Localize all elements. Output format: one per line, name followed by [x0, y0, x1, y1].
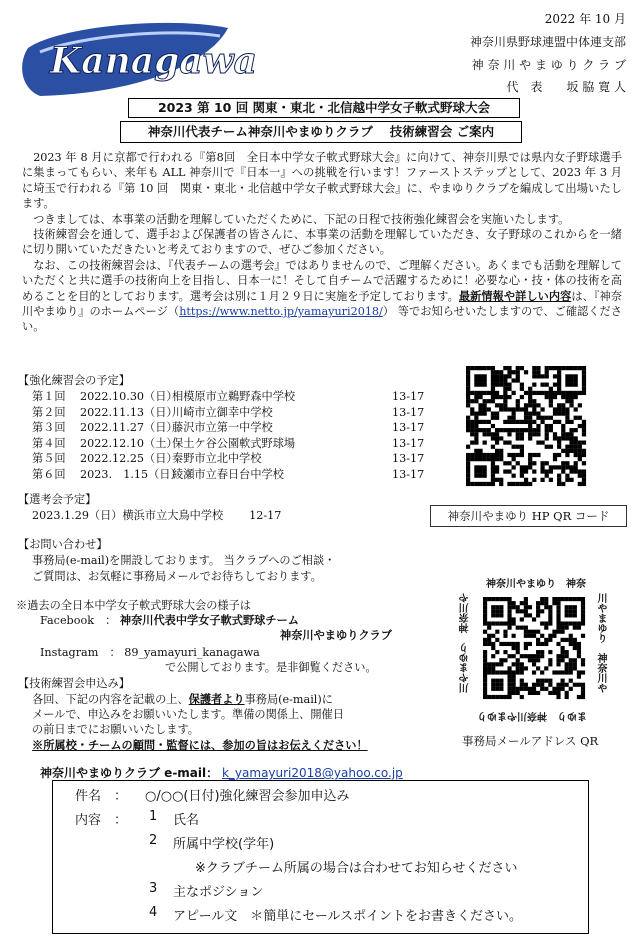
- kanagawa-logo: [20, 8, 257, 108]
- guardian-emphasis: 保護者より: [188, 692, 245, 706]
- apply-line-3: の前日までにお願いいたします。: [32, 723, 199, 736]
- mail-qr-label-bottom: まゆり 神奈川やまゆり: [477, 710, 587, 721]
- apply-heading: 【技術練習会申込み】: [18, 677, 130, 690]
- selection-heading: 【選考会予定】: [18, 493, 97, 506]
- instagram-value: 89_yamayuri_kanagawa: [124, 646, 260, 659]
- form-item-3-number: 3: [149, 881, 158, 896]
- mail-qr-caption: 事務局メールアドレス QR: [462, 734, 599, 748]
- schedule-time: 13-17: [392, 436, 425, 450]
- schedule-time: 13-17: [392, 405, 425, 419]
- mail-qr-label-top: 神奈川やまゆり 神奈: [486, 579, 586, 590]
- schedule-date: 2023. 1.15（日）: [80, 467, 182, 481]
- org-line-1: 神奈川県野球連盟中体連支部: [469, 35, 626, 49]
- apply-warning: ※所属校・チームの顧問・監督には、参加の旨はお伝えください！: [32, 738, 368, 752]
- facebook-row: Facebook ： 神奈川代表中学女子軟式野球チーム: [40, 613, 299, 627]
- schedule-date: 2022.10.30（日）: [80, 390, 178, 403]
- contact-line-1: 事務局(e-mail)を開設しております。 当クラブへのご相談・: [32, 554, 336, 567]
- email-label: 神奈川やまゆりクラブ e-mail：: [40, 766, 219, 780]
- email-row: [40, 764, 403, 781]
- instagram-row: Instagram ： 89_yamayuri_kanagawa: [40, 646, 260, 659]
- apply-line-1: 各回、下記の内容を記載の上、保護者より事務局(e-mail)に: [32, 692, 333, 706]
- form-item-3-text: 主なポジション: [173, 885, 264, 900]
- application-form-template: [52, 780, 589, 934]
- homepage-qr-caption: 神奈川やまゆり HP QR コード: [430, 505, 627, 527]
- schedule-heading: 【強化練習会の予定】: [18, 374, 130, 387]
- form-content-label: 内容 ：: [75, 813, 128, 828]
- paragraph-1: 2023 年 8 月に京都で行われる『第8回 全日本中学女子軟式野球大会』に向けて、神奈川県では県内女子野球選手に集まってもらい、来年も ALL 神奈川で『日本一』への挑戦を行います！ファーストステップとして、2023 年 3 月に埼玉で行われる『第 10 回 関東・東北・北信越中学女子軟式野球大会』に、やまゆりクラブを編成して出場いたします。: [22, 151, 622, 211]
- schedule-place: 秦野市立北中学校: [172, 452, 262, 465]
- paragraph-2: つきましては、本事業の活動を理解していただくために、下記の日程で技術強化練習会を実施いたします。: [33, 212, 570, 226]
- schedule-place: 保土ケ谷公園軟式野球場: [172, 436, 296, 450]
- mail-qr-frame: [458, 575, 608, 725]
- form-item-1-number: 1: [149, 809, 158, 824]
- form-item-2-number: 2: [149, 833, 158, 848]
- org-line-3: 代 表 坂 脇 寛 人: [506, 80, 626, 94]
- mail-qr-code[interactable]: [483, 597, 585, 699]
- form-item-4-text: アピール文 ＊簡単にセールスポイントをお書きください。: [173, 909, 523, 924]
- org-line-2: 神 奈 川 や ま ゆ り ク ラ ブ: [471, 58, 626, 72]
- schedule-time: 13-17: [392, 467, 425, 481]
- form-item-2-note: ※クラブチーム所属の場合は合わせてお知らせください: [195, 861, 518, 876]
- schedule-date: 2022.11.13（日）: [80, 405, 178, 419]
- schedule-time: 13-17: [392, 390, 425, 403]
- logo-text: Kanagawa: [50, 40, 257, 82]
- schedule-row: [32, 419, 424, 435]
- body-text: [22, 150, 622, 335]
- schedule-place: 綾瀬市立春日台中学校: [172, 467, 284, 481]
- facebook-value-2: 神奈川やまゆりクラブ: [280, 628, 392, 642]
- schedule-row: [32, 450, 424, 466]
- schedule-row: [32, 466, 424, 482]
- homepage-qr-code[interactable]: [466, 366, 586, 486]
- schedule-no: 第６回: [32, 467, 66, 481]
- form-subject-label: 件名 ：: [75, 789, 128, 804]
- form-item-1-text: 氏名: [173, 813, 200, 828]
- mail-qr-label-left: 川やまゆり 神奈川や: [460, 593, 471, 693]
- schedule-place: 川崎市立御幸中学校: [172, 405, 273, 419]
- schedule-row: [32, 388, 424, 404]
- contact-heading: 【お問い合わせ】: [18, 538, 108, 551]
- schedule-place: 藤沢市立第一中学校: [172, 421, 273, 434]
- email-address-link[interactable]: k_yamayuri2018@yahoo.co.jp: [221, 766, 403, 780]
- schedule-time: 13-17: [392, 452, 425, 465]
- schedule-no: 第４回: [32, 436, 66, 450]
- schedule-time: 13-17: [392, 421, 425, 434]
- schedule-row: [32, 404, 424, 420]
- paragraph-3: 技術練習会を通して、選手および保護者の皆さんに、本事業の活動を理解していただき、女子野球のこれからを一緒に切り開いていただきたいと考えておりますので、ぜひご参加ください。: [22, 228, 622, 257]
- selection-line: 2023.1.29（日）横浜市立大鳥中学校 12-17: [32, 509, 282, 522]
- document-subtitle: 神奈川代表チーム神奈川やまゆりクラブ 技術練習会 ご案内: [120, 121, 522, 143]
- contact-line-2: ご質問は、お気軽に事務局メールでお待ちしております。: [32, 570, 322, 583]
- homepage-link[interactable]: https://www.netto.jp/yamayuri2018/: [179, 305, 383, 319]
- form-item-4-number: 4: [149, 905, 158, 920]
- schedule-no: 第１回: [32, 390, 66, 403]
- schedule-date: 2022.12.25（日）: [80, 452, 178, 465]
- schedule-row: [32, 435, 424, 451]
- past-note: で公開しております。是非御覧ください。: [165, 661, 377, 674]
- facebook-value: 神奈川代表中学女子軟式野球チーム: [119, 613, 299, 627]
- latest-info-emphasis: 最新情報や詳しい内容: [458, 288, 572, 303]
- schedule-no: 第５回: [32, 452, 66, 465]
- mail-qr-label-right: 川やまゆり 神奈川や: [595, 593, 606, 693]
- schedule-place: 相模原市立鵜野森中学校: [172, 390, 296, 403]
- form-item-2-text: 所属中学校(学年): [173, 837, 275, 852]
- schedule-no: 第３回: [32, 421, 66, 434]
- form-subject-value: ○/○○(日付)強化練習会参加申込み: [145, 789, 350, 804]
- past-heading: ※過去の全日本中学女子軟式野球大会の様子は: [16, 599, 251, 612]
- paragraph-4: なお、この技術練習会は、『代表チームの選考会』ではありませんので、ご理解ください。あくまでも活動を理解していただくと共に選手の技術向上を目指し、日本一に！そして自チームで活躍するために！必要な心・技・体の技術を高めることを目的としております。選考会は別に１月２９日に実施を予定しております。最新情報や詳しい内容は、『神奈川やまゆり』のホームページ（https://www.netto.jp/yamayuri2018/） 等でお知らせいたしますので、ご確認ください。: [22, 258, 622, 334]
- schedule-no: 第２回: [32, 405, 66, 419]
- document-title: 2023 第 10 回 関東・東北・北信越中学女子軟式野球大会: [128, 98, 520, 118]
- apply-line-2: メールで、申込みをお願いいたします。準備の関係上、開催日: [32, 708, 344, 721]
- schedule-date: 2022.11.27（日）: [80, 421, 178, 434]
- schedule-date: 2022.12.10（土）: [80, 436, 178, 450]
- document-date: 2022 年 10 月: [544, 12, 626, 26]
